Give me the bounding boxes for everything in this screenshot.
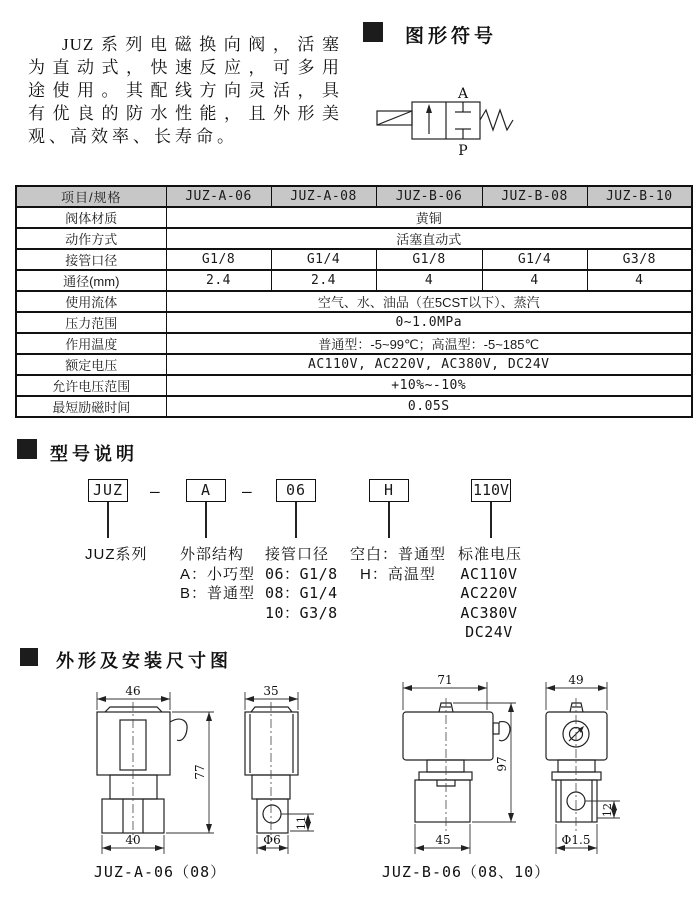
section-square-icon	[363, 22, 383, 42]
cable-lead	[499, 722, 510, 741]
legend-line: AC110V	[460, 564, 518, 583]
spec-cell: 4	[482, 270, 587, 291]
legend-line: B：普通型	[180, 585, 256, 602]
model-legend-port	[265, 545, 338, 623]
dim-a-top-width: 46	[125, 684, 141, 698]
spec-row-label: 作用温度	[16, 333, 166, 354]
intro-line: 有优良的防水性能，且外形美	[28, 104, 340, 123]
spec-header-cell: 项目/规格	[16, 186, 166, 207]
legend-line: A：小巧型	[180, 565, 256, 583]
spec-row-label: 最短励磁时间	[16, 396, 166, 417]
dim-a-hole-offset: 11	[295, 816, 308, 830]
dim-a-hole: Φ6	[263, 833, 281, 847]
spec-row-label: 额定电压	[16, 354, 166, 375]
drawing-b-front	[403, 673, 516, 854]
dim-a-side-width: 35	[263, 684, 279, 698]
spec-cell: 空气、水、油品（在5CST以下）、蒸汽	[166, 291, 692, 312]
spec-header-cell: JUZ-B-06	[376, 186, 482, 207]
dim-a-height: 77	[193, 764, 207, 780]
legend-line: 10：G3/8	[265, 603, 338, 622]
spec-cell: G3/8	[587, 249, 692, 270]
spec-cell: G1/8	[166, 249, 271, 270]
dim-b-bottom-width: 45	[435, 833, 451, 847]
dim-b-hole: Φ1.5	[561, 833, 591, 847]
port-label-p: P	[458, 143, 468, 159]
legend-line: AC380V	[460, 603, 518, 622]
intro-line: 为直动式，快速反应，可多用	[28, 58, 340, 77]
legend-line: 标准电压	[458, 546, 523, 563]
spec-table	[15, 185, 693, 418]
spec-cell: G1/4	[482, 249, 587, 270]
legend-line: 空白：普通型	[350, 546, 447, 563]
model-code-box-temp: H	[369, 479, 409, 502]
dim-a-bottom-width: 40	[125, 833, 141, 847]
model-code-separator: —	[242, 482, 252, 501]
legend-line: AC220V	[460, 584, 518, 602]
spec-cell: 2.4	[166, 270, 271, 291]
spec-header-row	[16, 186, 692, 207]
intro-line: JUZ系列电磁换向阀，活塞	[62, 35, 340, 54]
spec-header-cell: JUZ-B-10	[587, 186, 692, 207]
spec-header-cell: JUZ-A-06	[166, 186, 271, 207]
legend-line: 接管口径	[265, 546, 330, 563]
model-code-box-port: 06	[276, 479, 316, 502]
cable-lead	[170, 719, 187, 740]
intro-paragraph	[28, 33, 340, 148]
spec-row	[16, 228, 692, 249]
spec-row-label: 压力范围	[16, 312, 166, 333]
model-leader-line	[107, 502, 109, 538]
solenoid-coil	[377, 111, 412, 125]
drawing-b-caption: JUZ-B-06（08、10）	[381, 863, 551, 881]
valve-symbol-diagram	[370, 84, 520, 159]
spring-icon	[480, 110, 513, 130]
legend-line: 08：G1/4	[265, 584, 338, 602]
spec-header-cell: JUZ-A-08	[271, 186, 376, 207]
spec-row	[16, 333, 692, 354]
drawing-a-front	[97, 684, 214, 854]
model-leader-line	[490, 502, 492, 538]
spec-table-wrap	[15, 185, 693, 418]
model-legend-voltage	[458, 545, 523, 643]
spec-row-label: 接管口径	[16, 249, 166, 270]
mounting-hole	[263, 805, 281, 823]
spec-cell: G1/8	[376, 249, 482, 270]
dim-b-top-width: 71	[437, 673, 453, 687]
cable-gland	[493, 723, 499, 734]
spec-cell: +10%~-10%	[166, 375, 692, 396]
spec-cell: 4	[587, 270, 692, 291]
spec-cell: 2.4	[271, 270, 376, 291]
spec-header-cell: JUZ-B-08	[482, 186, 587, 207]
spec-row	[16, 375, 692, 396]
symbol-section-title: 图形符号	[405, 26, 498, 47]
model-leader-line	[295, 502, 297, 538]
model-code-separator: —	[150, 482, 160, 501]
model-code-box-series: JUZ	[88, 479, 128, 502]
model-legend-structure	[180, 545, 255, 604]
port-label-a: A	[457, 86, 469, 102]
model-code-box-structure: A	[186, 479, 226, 502]
spec-row	[16, 291, 692, 312]
model-leader-line	[388, 502, 390, 538]
spec-cell: 活塞直动式	[166, 228, 692, 249]
section-square-icon	[17, 439, 37, 459]
section-square-icon	[20, 648, 38, 666]
spec-cell: 4	[376, 270, 482, 291]
spec-row-label: 通径(mm)	[16, 270, 166, 291]
spec-cell: 0.05S	[166, 396, 692, 417]
spec-row-label: 使用流体	[16, 291, 166, 312]
dim-b-side-width: 49	[568, 673, 584, 687]
port-symbols	[455, 102, 471, 139]
spec-row	[16, 396, 692, 417]
dimension-drawings	[0, 672, 700, 898]
flow-arrow	[426, 104, 432, 134]
legend-line: H：高温型	[360, 565, 436, 583]
spec-row	[16, 354, 692, 375]
intro-line: 途使用。其配线方向灵活，具	[28, 81, 340, 100]
spec-row	[16, 249, 692, 270]
drawing-a-side	[245, 684, 314, 854]
model-legend-temp	[350, 545, 446, 584]
spec-cell: 黄铜	[166, 207, 692, 228]
dim-b-hole-offset: 12	[601, 803, 614, 817]
model-section-title: 型号说明	[50, 444, 138, 464]
model-code-box-voltage: 110V	[471, 479, 511, 502]
dim-b-height: 97	[495, 756, 509, 772]
legend-line: DC24V	[465, 623, 513, 641]
intro-line: 观、高效率、长寿命。	[28, 127, 238, 146]
spec-row-label: 允许电压范围	[16, 375, 166, 396]
legend-line: 外部结构	[180, 546, 245, 563]
spec-cell: G1/4	[271, 249, 376, 270]
spec-row	[16, 207, 692, 228]
model-leader-line	[205, 502, 207, 538]
spec-cell: 普通型：-5~99℃；高温型：-5~185℃	[166, 333, 692, 354]
legend-line: JUZ系列	[85, 546, 148, 563]
spec-row-label: 动作方式	[16, 228, 166, 249]
drawing-a-caption: JUZ-A-06（08）	[93, 863, 227, 881]
dimensions-section-title: 外形及安装尺寸图	[56, 651, 232, 671]
spec-cell: 0~1.0MPa	[166, 312, 692, 333]
model-legend-series	[85, 545, 148, 565]
valve-body	[412, 102, 480, 139]
spec-row	[16, 312, 692, 333]
spec-cell: AC110V, AC220V, AC380V, DC24V	[166, 354, 692, 375]
drawing-b-side	[546, 673, 620, 854]
spec-row	[16, 270, 692, 291]
legend-line: 06：G1/8	[265, 564, 338, 583]
spec-row-label: 阀体材质	[16, 207, 166, 228]
